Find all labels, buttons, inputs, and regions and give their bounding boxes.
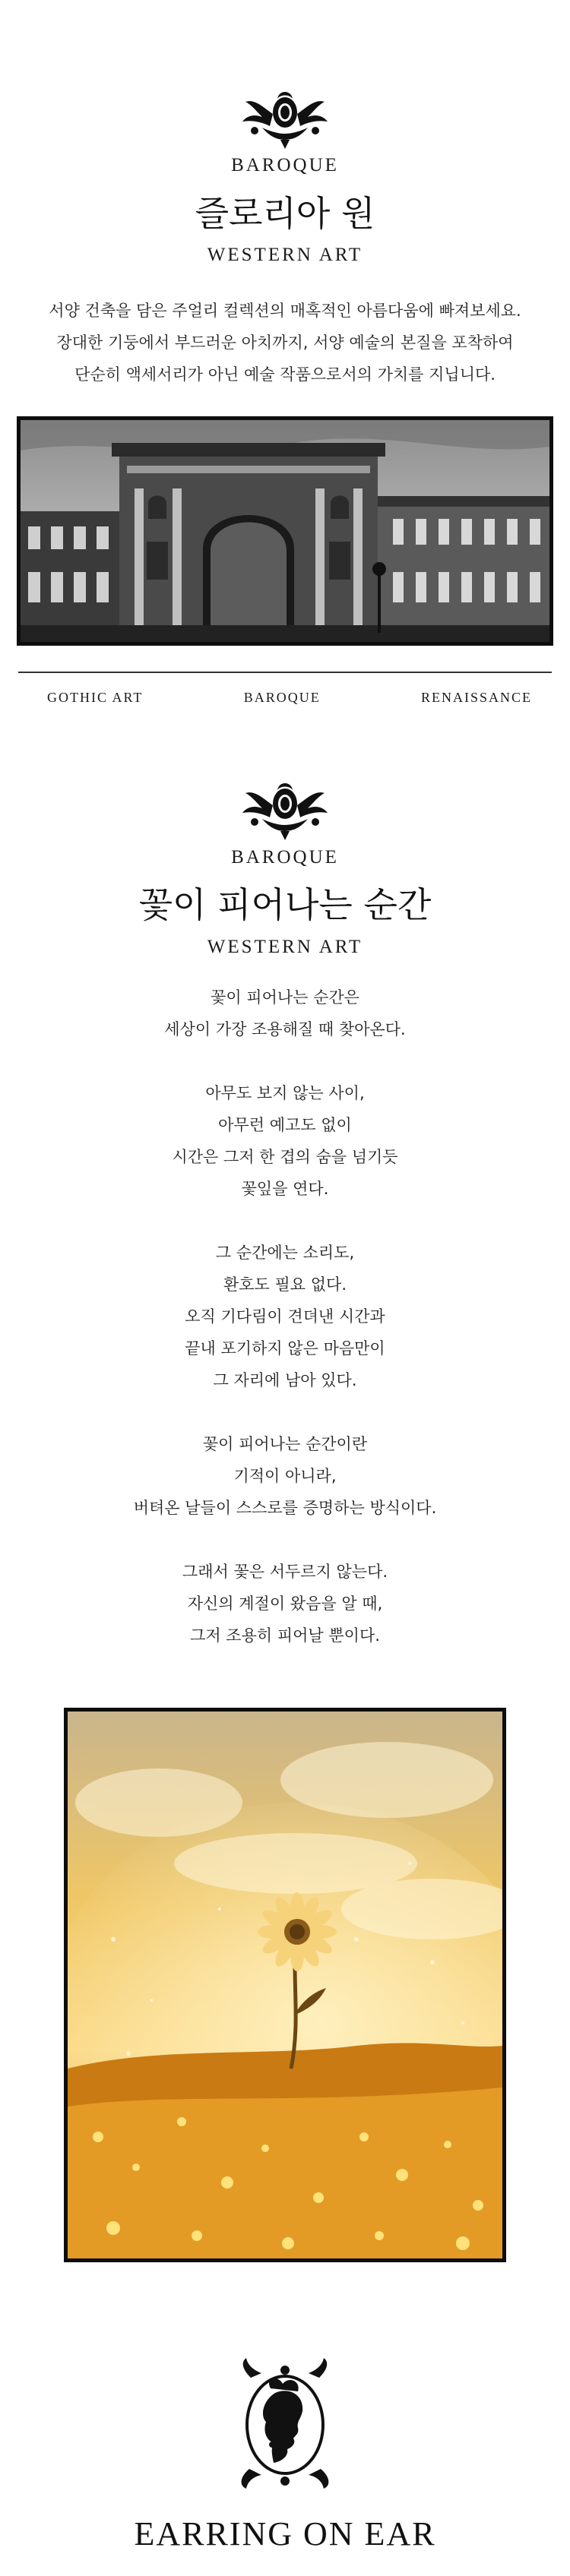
nav-baroque[interactable]: BAROQUE bbox=[243, 690, 321, 705]
divider bbox=[18, 672, 552, 673]
poem-line: 버텨온 날들이 스스로를 증명하는 방식이다. bbox=[133, 1499, 437, 1517]
poem-line: 끝내 포기하지 않은 마음만이 bbox=[185, 1339, 385, 1358]
category-nav bbox=[0, 690, 570, 706]
architecture-image bbox=[17, 416, 553, 646]
poem-line: 환호도 필요 없다. bbox=[223, 1275, 347, 1294]
poem-line: 꽃이 피어나는 순간은 bbox=[211, 988, 359, 1007]
poem-stanza bbox=[0, 1077, 570, 1205]
intro-line: 서양 건축을 담은 주얼리 컬렉션의 매혹적인 아름다움에 빠져보세요. bbox=[49, 302, 521, 320]
baroque-crest-icon bbox=[232, 775, 338, 843]
poem-line: 오직 기다림이 견뎌낸 시간과 bbox=[185, 1307, 385, 1326]
poem-stanza bbox=[0, 1237, 570, 1396]
section2-subtitle: WESTERN ART bbox=[207, 937, 363, 957]
footer bbox=[0, 2325, 570, 2576]
page-title: 즐로리아 원 bbox=[195, 193, 375, 234]
arch-photo bbox=[21, 420, 549, 642]
poem-line: 그 자리에 남아 있다. bbox=[213, 1371, 357, 1389]
cameo-logo bbox=[228, 2355, 342, 2492]
poem-line: 아무런 예고도 없이 bbox=[218, 1116, 352, 1134]
poem-line: 그 순간에는 소리도, bbox=[215, 1244, 355, 1262]
flower-painting bbox=[64, 1708, 506, 2262]
poem-section bbox=[0, 729, 570, 2325]
header-eyebrow: BAROQUE bbox=[231, 155, 339, 175]
poem-line: 그저 조용히 피어날 뿐이다. bbox=[190, 1626, 380, 1645]
poem-stanza bbox=[0, 1556, 570, 1651]
poem-line: 시간은 그저 한 겹의 숨을 넘기듯 bbox=[172, 1148, 398, 1166]
poem-line: 꽃잎을 연다. bbox=[241, 1180, 329, 1198]
flower-image bbox=[68, 1712, 502, 2258]
nav-renaissance[interactable]: RENAISSANCE bbox=[420, 690, 532, 705]
intro-section bbox=[0, 0, 570, 729]
cameo-portrait-icon bbox=[228, 2355, 342, 2492]
poem-stanza bbox=[0, 1428, 570, 1524]
section2-title: 꽃이 피어나는 순간 bbox=[138, 884, 432, 925]
poem-line: 꽃이 피어나는 순간이란 bbox=[202, 1435, 368, 1453]
intro-line: 단순히 액세서리가 아닌 예술 작품으로서의 가치를 지닙니다. bbox=[74, 365, 496, 384]
poem-line: 그래서 꽃은 서두르지 않는다. bbox=[182, 1563, 388, 1581]
brand-name: EARRING ON EAR bbox=[134, 2515, 436, 2552]
poem-line: 아무도 보지 않는 사이, bbox=[205, 1084, 365, 1102]
crest-logo bbox=[232, 84, 338, 152]
intro-text bbox=[0, 295, 570, 390]
section2-eyebrow: BAROQUE bbox=[231, 847, 339, 868]
baroque-crest-icon bbox=[232, 84, 338, 152]
poem-line: 자신의 계절이 왔음을 알 때, bbox=[187, 1595, 383, 1613]
nav-gothic-art[interactable]: GOTHIC ART bbox=[47, 690, 144, 705]
poem-line: 세상이 가장 조용해질 때 찾아온다. bbox=[164, 1020, 406, 1038]
intro-line: 장대한 기둥에서 부드러운 아치까지, 서양 예술의 본질을 포착하여 bbox=[56, 333, 514, 352]
poem-line: 기적이 아니라, bbox=[233, 1467, 337, 1485]
poem-stanza bbox=[0, 981, 570, 1045]
crest-logo-2 bbox=[232, 775, 338, 843]
header-subtitle: WESTERN ART bbox=[207, 245, 363, 265]
poem-body bbox=[0, 981, 570, 1683]
